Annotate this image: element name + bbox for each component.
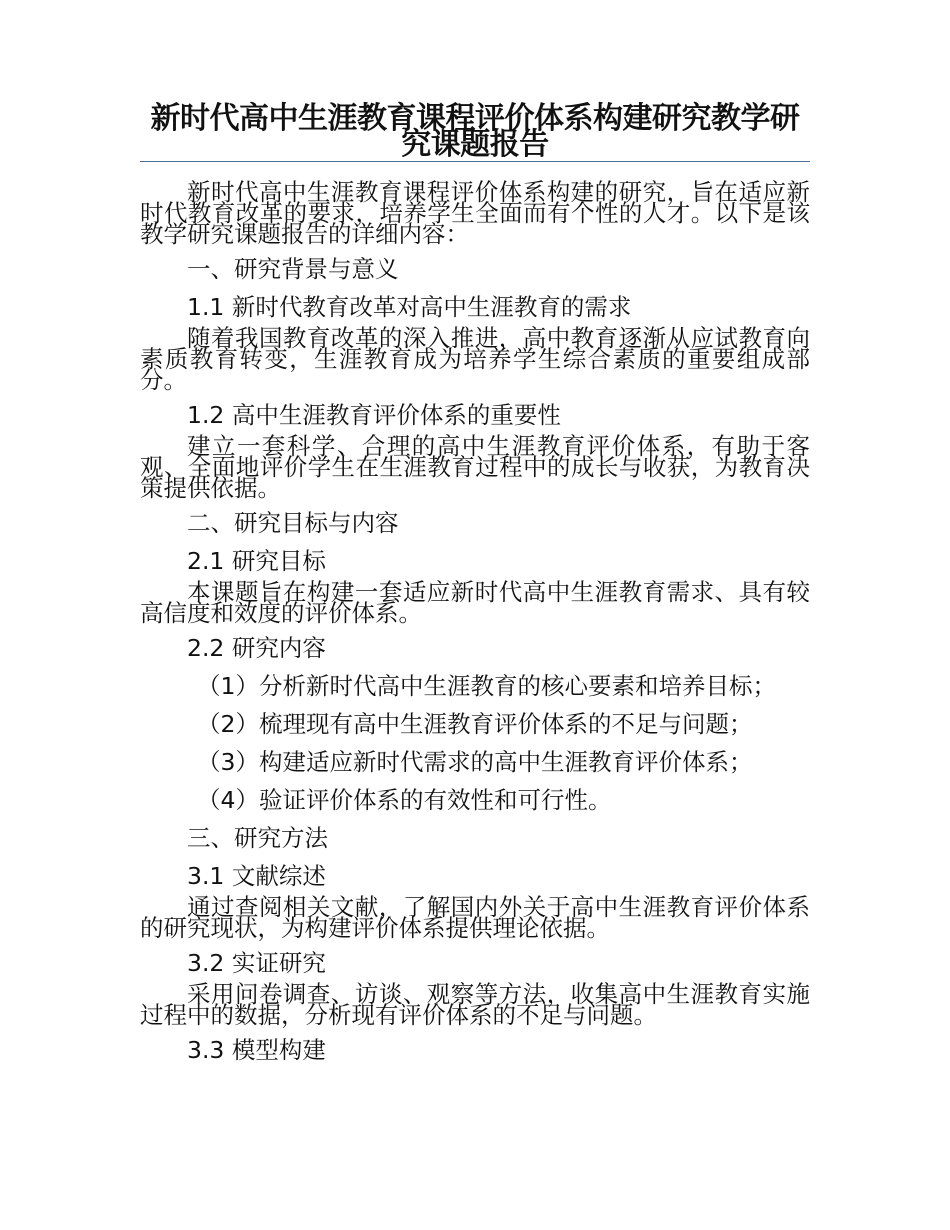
subsection-3-1-heading: 3.1 文献综述	[187, 862, 326, 890]
subsection-1-2-text: 建立一套科学、合理的高中生涯教育评价体系，有助于客观、全面地评价学生在生涯教育过程中的成长与收获，为教育决策提供依据。	[140, 432, 810, 502]
section-1-heading: 一、研究背景与意义	[187, 255, 399, 283]
list-item: （4）验证评价体系的有效性和可行性。	[197, 786, 612, 814]
document-body	[140, 175, 810, 1064]
subsection-2-2-heading: 2.2 研究内容	[187, 634, 326, 662]
subsection-3-2-heading: 3.2 实证研究	[187, 949, 326, 977]
subsection-1-1-text: 随着我国教育改革的深入推进，高中教育逐渐从应试教育向素质教育转变，生涯教育成为培养学生综合素质的重要组成部分。	[140, 324, 810, 394]
subsection-2-1-heading: 2.1 研究目标	[187, 547, 326, 575]
title-divider	[140, 161, 810, 162]
subsection-1-2-heading: 1.2 高中生涯教育评价体系的重要性	[187, 401, 561, 429]
subsection-3-3-heading: 3.3 模型构建	[187, 1036, 326, 1064]
intro-paragraph: 新时代高中生涯教育课程评价体系构建的研究，旨在适应新时代教育改革的要求，培养学生全面而有个性的人才。以下是该教学研究课题报告的详细内容：	[140, 178, 810, 248]
list-item: （3）构建适应新时代需求的高中生涯教育评价体系；	[197, 748, 753, 776]
section-3-heading: 三、研究方法	[187, 824, 328, 852]
subsection-3-2-text: 采用问卷调查、访谈、观察等方法，收集高中生涯教育实施过程中的数据，分析现有评价体系的不足与问题。	[140, 980, 810, 1029]
subsection-2-1-text: 本课题旨在构建一套适应新时代高中生涯教育需求、具有较高信度和效度的评价体系。	[140, 578, 810, 627]
subsection-3-1-text: 通过查阅相关文献，了解国内外关于高中生涯教育评价体系的研究现状，为构建评价体系提供理论依据。	[140, 893, 810, 942]
list-item: （2）梳理现有高中生涯教育评价体系的不足与问题；	[197, 710, 753, 738]
section-2-heading: 二、研究目标与内容	[187, 509, 399, 537]
subsection-1-1-heading: 1.1 新时代教育改革对高中生涯教育的需求	[187, 293, 632, 321]
document-title: 新时代高中生涯教育课程评价体系构建研究教学研究课题报告	[150, 101, 800, 162]
list-item: （1）分析新时代高中生涯教育的核心要素和培养目标；	[197, 672, 776, 700]
